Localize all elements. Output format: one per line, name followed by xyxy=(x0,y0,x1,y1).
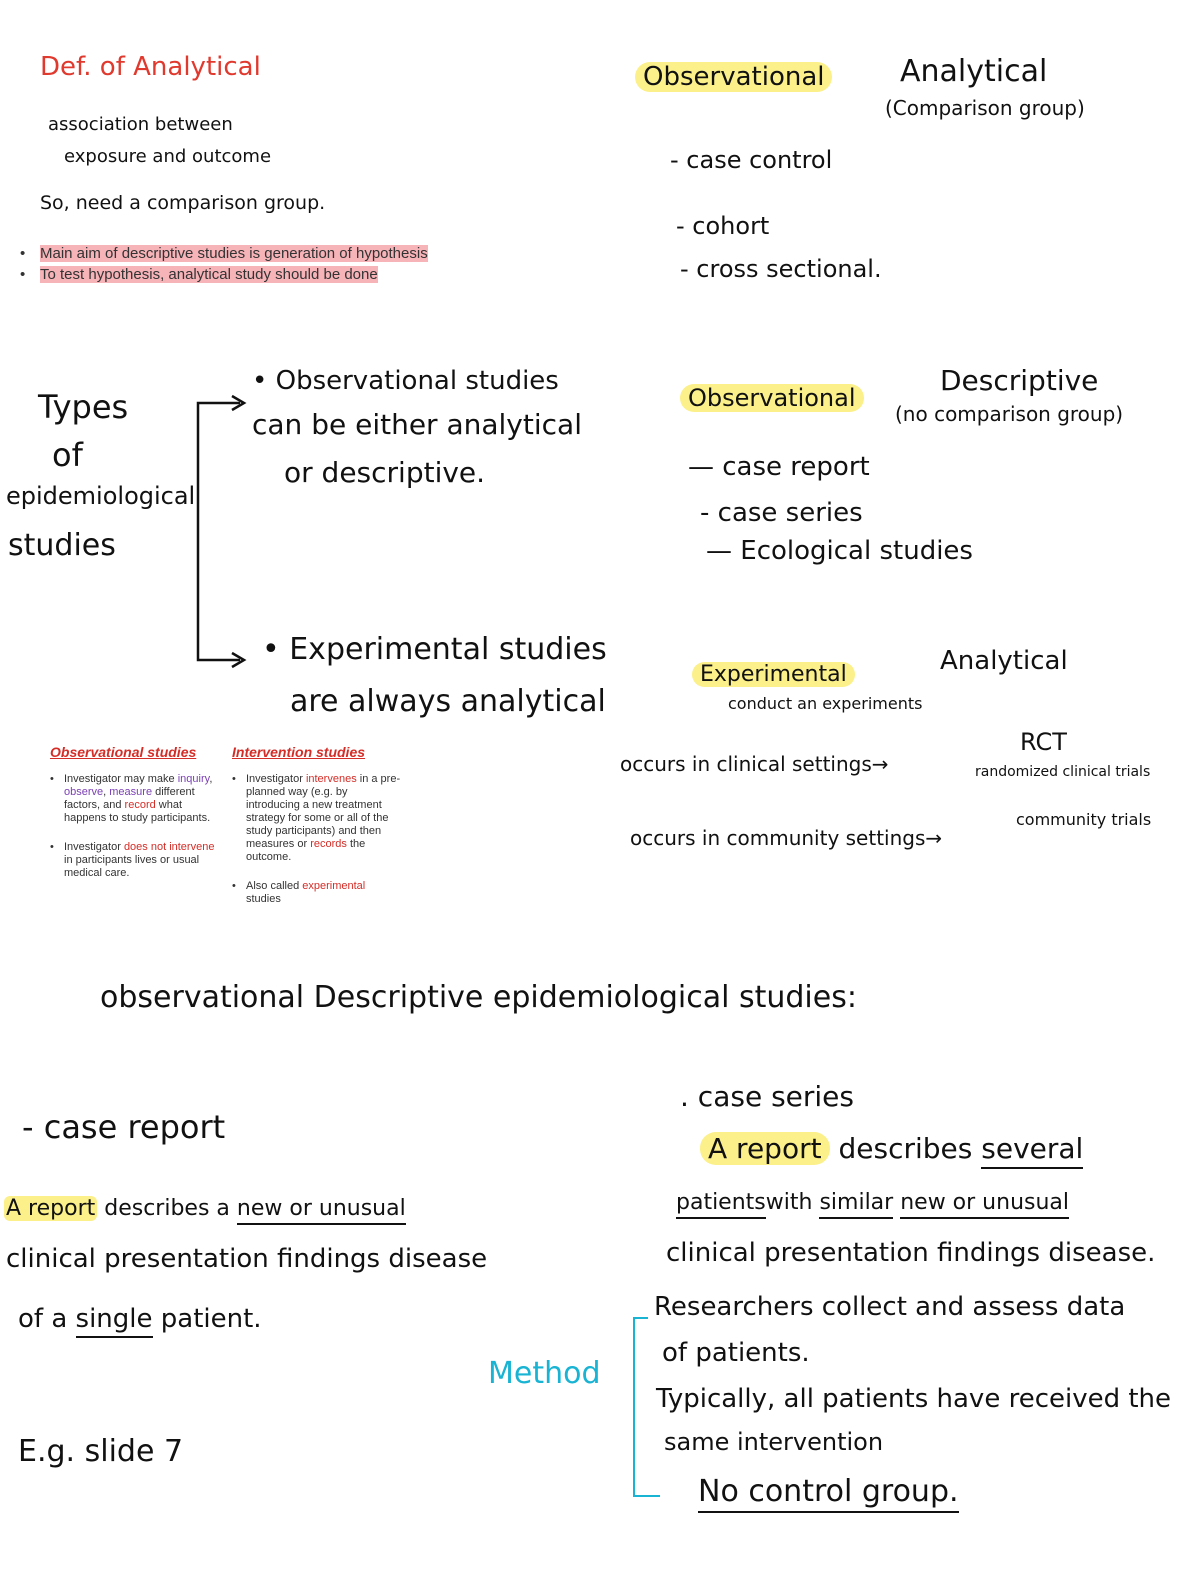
case-series-line3: clinical presentation findings disease. xyxy=(666,1238,1156,1268)
branch-observational: can be either analytical xyxy=(252,408,582,441)
typed-bullet: • Main aim of descriptive studies is generation of hypothesis xyxy=(18,243,428,264)
obs-descriptive-item: - case series xyxy=(700,498,863,528)
case-series-line1: A report describes several xyxy=(700,1132,1083,1165)
def-title: Def. of Analytical xyxy=(40,52,261,82)
branch-experimental: are always analytical xyxy=(290,684,606,719)
experimental-label: Experimental xyxy=(692,662,855,687)
obs-descriptive-item: — Ecological studies xyxy=(706,536,973,566)
case-report-line2: clinical presentation findings disease xyxy=(6,1244,488,1274)
obs-analytical-item: - cohort xyxy=(676,212,770,240)
observational-bullet: • Investigator does not intervene in participants lives or usual medical care. xyxy=(50,841,222,880)
method-no-control: No control group. xyxy=(698,1474,959,1509)
intervention-bullet: • Also called experimental studies xyxy=(232,880,402,906)
experimental-rct-full: randomized clinical trials xyxy=(975,764,1151,780)
obs-analytical-note: (Comparison group) xyxy=(885,96,1085,120)
method-line: of patients. xyxy=(662,1338,810,1368)
obs-descriptive-label: Observational xyxy=(680,384,864,412)
case-series-heading: . case series xyxy=(680,1080,854,1113)
experimental-clinical: occurs in clinical settings→ xyxy=(620,752,889,776)
obs-descriptive-item: — case report xyxy=(688,452,870,482)
types-label-line: of xyxy=(52,436,83,474)
intervention-bullet: • Investigator intervenes in a pre-planned way (e.g. by introducing a new treatment strategy for some or all of the study participants) and then measures or records the outcome. xyxy=(232,773,402,864)
case-report-line1: A report describes a new or unusual xyxy=(4,1196,406,1221)
observational-studies-column xyxy=(50,746,222,896)
branch-observational: or descriptive. xyxy=(284,456,486,489)
obs-descriptive-type: Descriptive xyxy=(940,364,1099,397)
obs-analytical-label: Observational xyxy=(635,62,832,92)
intervention-studies-column xyxy=(232,746,402,922)
typed-bullet: • To test hypothesis, analytical study should be done xyxy=(18,264,428,285)
branch-experimental: • Experimental studies xyxy=(262,632,607,667)
case-report-heading: - case report xyxy=(22,1108,226,1146)
types-label-line: epidemiological xyxy=(6,482,196,510)
obs-analytical-item: - case control xyxy=(670,146,833,174)
experimental-community: occurs in community settings→ xyxy=(630,826,943,850)
def-line2: exposure and outcome xyxy=(64,146,272,167)
typed-bullet-list xyxy=(18,243,428,285)
experimental-community-result: community trials xyxy=(1016,810,1152,829)
observational-bullet: • Investigator may make inquiry, observe, measure different factors, and record what happens to study participants. xyxy=(50,773,222,825)
types-label-line: Types xyxy=(38,388,129,426)
intervention-studies-heading: Intervention studies xyxy=(232,744,366,760)
types-bracket xyxy=(198,403,240,660)
section-title: observational Descriptive epidemiological studies: xyxy=(100,980,857,1015)
def-line1: association between xyxy=(48,114,233,135)
obs-analytical-item: - cross sectional. xyxy=(680,255,882,283)
method-label: Method xyxy=(488,1356,601,1391)
experimental-rct: RCT xyxy=(1020,728,1067,756)
method-line: Typically, all patients have received the xyxy=(656,1384,1172,1414)
method-line: Researchers collect and assess data xyxy=(654,1292,1126,1322)
types-label-line: studies xyxy=(8,528,116,563)
def-line3: So, need a comparison group. xyxy=(40,192,326,214)
branch-observational: • Observational studies xyxy=(252,366,559,396)
observational-studies-heading: Observational studies xyxy=(50,744,197,760)
obs-analytical-type: Analytical xyxy=(900,54,1048,89)
case-series-line2: patientswith similar new or unusual xyxy=(676,1190,1069,1215)
method-line: same intervention xyxy=(664,1428,884,1456)
case-report-example: E.g. slide 7 xyxy=(18,1434,184,1469)
obs-descriptive-note: (no comparison group) xyxy=(895,402,1124,426)
case-report-line3: of a single patient. xyxy=(18,1304,262,1334)
experimental-note: conduct an experiments xyxy=(728,694,923,713)
experimental-type: Analytical xyxy=(940,646,1068,676)
